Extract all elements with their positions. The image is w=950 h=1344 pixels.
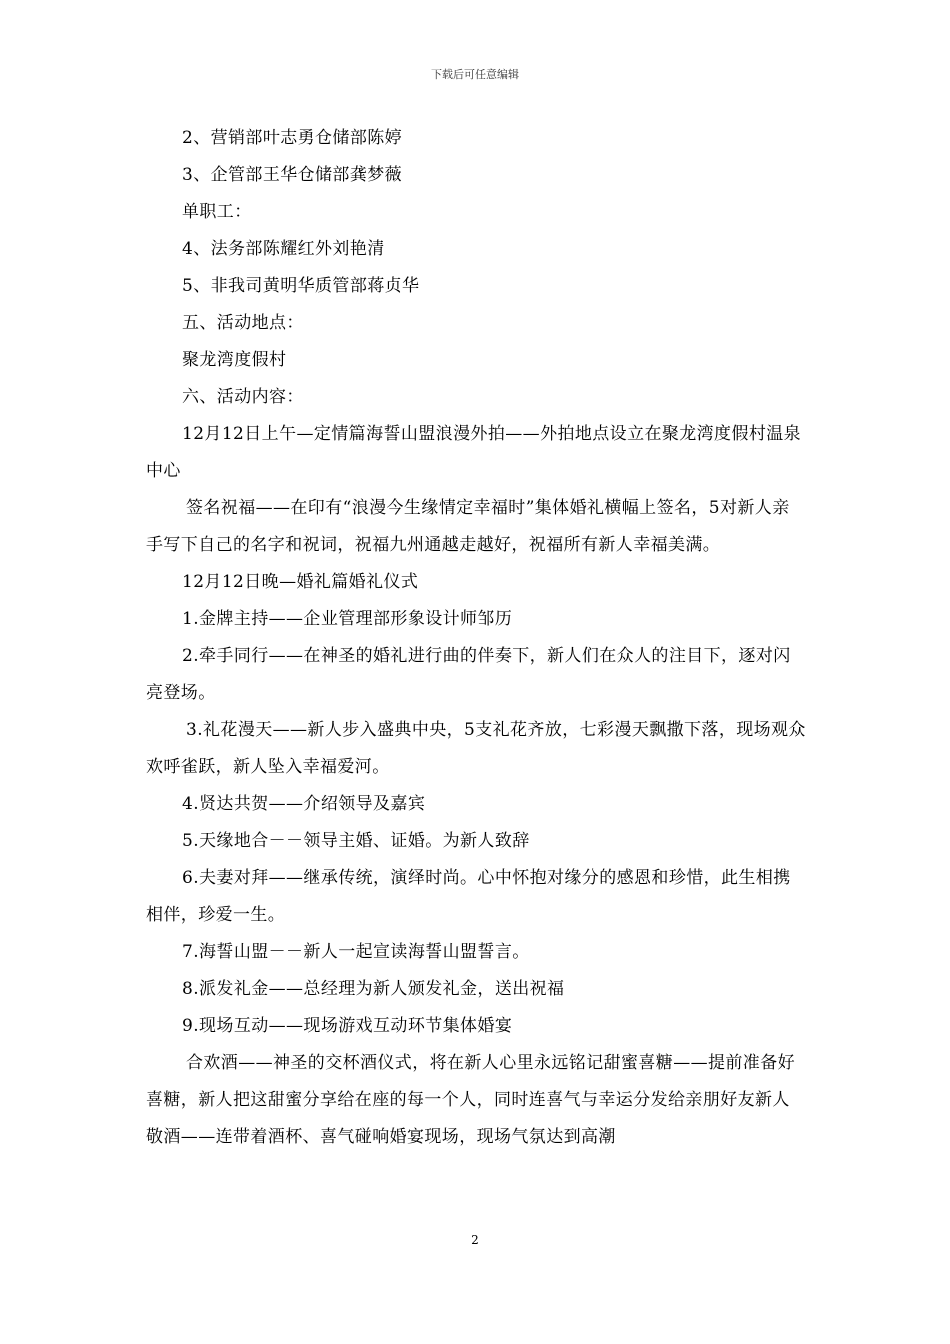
list-item-6: 6.夫妻对拜——继承传统，演绎时尚。心中怀抱对缘分的感恩和珍惜，此生相携相伴，珍爱一生。 [146, 868, 791, 925]
paragraph-evening: 12月12日晚—婚礼篇婚礼仪式 [182, 572, 419, 592]
list-item-7: 7.海誓山盟－－新人一起宣读海誓山盟誓言。 [182, 942, 530, 962]
list-item-9: 9.现场互动——现场游戏互动环节集体婚宴 [182, 1016, 513, 1036]
paragraph-3: 单职工： [182, 202, 252, 222]
section-heading-content: 六、活动内容： [182, 387, 304, 407]
list-item-2: 2.牵手同行——在神圣的婚礼进行曲的伴奏下，新人们在众人的注目下，逐对闪亮登场。 [146, 646, 791, 703]
paragraph-2: 3、企管部王华仓储部龚梦薇 [182, 165, 403, 185]
list-item-1: 1.金牌主持——企业管理部形象设计师邹历 [182, 609, 513, 629]
section-heading-location: 五、活动地点： [182, 313, 304, 333]
paragraph-location: 聚龙湾度假村 [182, 350, 287, 370]
list-item-8: 8.派发礼金——总经理为新人颁发礼金，送出祝福 [182, 979, 565, 999]
page-header: 下载后可任意编辑 [431, 68, 519, 81]
paragraph-banquet: 合欢酒——神圣的交杯酒仪式，将在新人心里永远铭记甜蜜喜糖——提前准备好喜糖，新人把这甜蜜分享给在座的每一个人，同时连喜气与幸运分发给亲朋好友新人敬酒——连带着酒杯、喜气碰响婚宴现场，现场气氛达到高潮 [146, 1053, 795, 1147]
paragraph-1: 2、营销部叶志勇仓储部陈婷 [182, 128, 403, 148]
list-item-5: 5.天缘地合－－领导主婚、证婚。为新人致辞 [182, 831, 530, 851]
paragraph-morning: 12月12日上午—定情篇海誓山盟浪漫外拍——外拍地点设立在聚龙湾度假村温泉中心 [146, 424, 802, 481]
list-item-3: 3.礼花漫天——新人步入盛典中央，5支礼花齐放，七彩漫天飘撒下落，现场观众欢呼雀跃，新人坠入幸福爱河。 [146, 720, 806, 777]
paragraph-5: 5、非我司黄明华质管部蒋贞华 [182, 276, 420, 296]
list-item-4: 4.贤达共贺——介绍领导及嘉宾 [182, 794, 426, 814]
page-number: 2 [471, 1233, 479, 1247]
paragraph-signature: 签名祝福——在印有“浪漫今生缘情定幸福时”集体婚礼横幅上签名，5对新人亲手写下自己的名字和祝词，祝福九州通越走越好，祝福所有新人幸福美满。 [146, 498, 790, 555]
document-body [146, 120, 806, 1156]
paragraph-4: 4、法务部陈耀红外刘艳清 [182, 239, 385, 259]
